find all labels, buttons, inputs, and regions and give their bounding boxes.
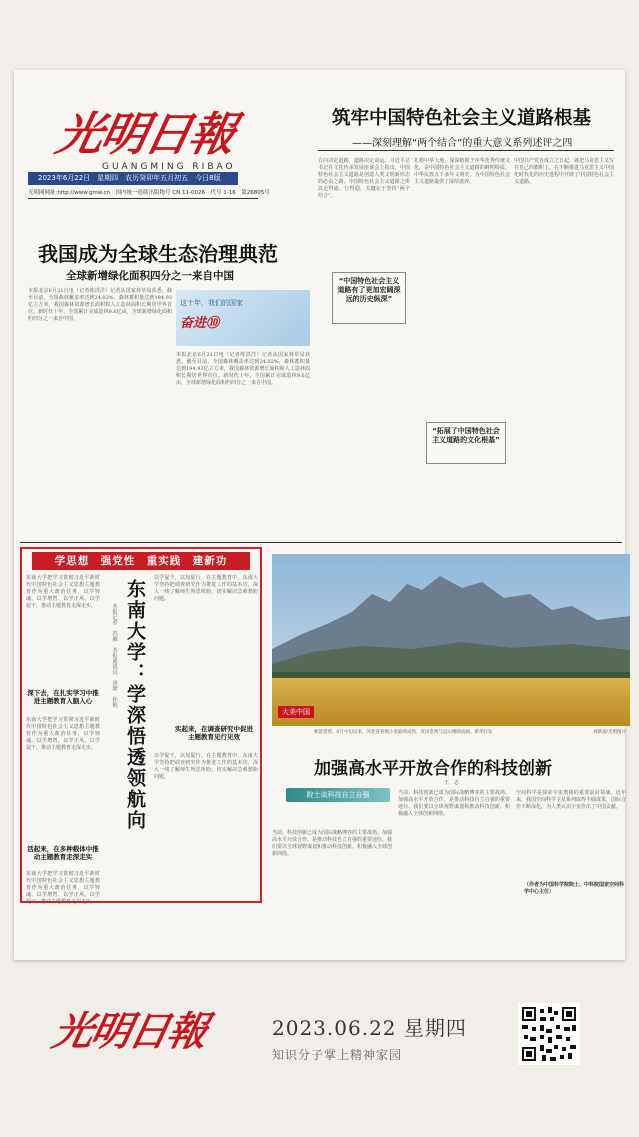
ecology-headline: 我国成为全球生态治理典范 — [38, 242, 278, 266]
innovation-headline: 加强高水平开放合作的科技创新 — [314, 759, 552, 779]
feature-subhead: 深下去，在扎实学习中推进主题教育入脑入心 — [27, 689, 99, 705]
date-bar: 2023年6月22日 星期四 农历癸卯年五月初五 今日8版 — [28, 172, 238, 185]
feature-title: 东南大学：学深悟透领航向 — [124, 579, 146, 831]
article-body: 以学促干，以知促行。在主题教育中，东南大学坚持把调查研究作为推进工作的基本功，深入一线了解师生所思所盼，切实解决急难愁盼问题。 — [154, 753, 258, 780]
series-pill: 院士谈科技自立自强 — [286, 788, 390, 802]
feature-subhead: 活起来，在多种载体中推动主题教育走深走实 — [27, 845, 99, 861]
article-body: 东南大学把学习贯彻习近平新时代中国特色社会主义思想主题教育作为重大政治任务，以学铸魂、以学增智、以学正风、以学促干，推动主题教育走深走实。 — [26, 717, 100, 751]
pull-quote: “拓展了中国特色社会主义道路的文化根基” — [426, 422, 506, 464]
article-body: 空间科学是探索宇宙奥秘的重要前沿领域。近年来，我国空间科学卫星系列取得丰硕成果，国际合作不断深化，为人类认识宇宙作出了中国贡献。 — [516, 790, 627, 810]
series-label — [272, 782, 396, 822]
photo-credit: 刘新富/光明图片 — [592, 730, 626, 735]
series-banner — [176, 290, 310, 346]
footer-slogan: 知识分子掌上精神家园 — [272, 1048, 403, 1062]
feature-byline: 本报记者 苏雁 本报通讯员 唐瑭 孙艳 — [111, 603, 117, 708]
article-body: 方向决定道路，道路决定命运。习近平总书记在文化传承发展座谈会上指出，中国特色社会主义道路是创造人类文明新形态的必由之路。中国特色社会主义道路之所以走得通、行得稳，关键在于坚持“两个结合”。 — [318, 158, 410, 199]
article-body: 东南大学把学习贯彻习近平新时代中国特色社会主义思想主题教育作为重大政治任务，以学铸魂、以学增智、以学正风、以学促干，推动主题教育走深走实。 — [26, 575, 100, 609]
photo-caption: 秋景遥望。6月中旬以来，河北省各地小麦陆续成熟，麦田金黄与远山相映成画。新华社发 — [314, 730, 493, 735]
mountain-wheatfield-image — [272, 554, 630, 726]
newspaper-page — [14, 70, 625, 960]
feature-box — [20, 547, 262, 903]
article-body: 以学促干，以知促行。在主题教育中，东南大学坚持把调查研究作为推进工作的基本功，深入一线了解师生所思所盼，切实解决急难愁盼问题。 — [154, 575, 258, 602]
article-body: 本报北京6月21日电（记者练洪洋）记者从国家林草局获悉，截至目前，全国森林覆盖率达到24.02%，森林蓄积量达到194.93亿立方米，我国森林资源增长面积和人工造林面积长期居世界首位。新时代十年，全国累计完成造林9.6亿亩，全球新增绿化面积约四分之一来自中国。 — [28, 288, 172, 322]
qr-code[interactable] — [518, 1003, 580, 1065]
top-story-headline: 筑牢中国特色社会主义道路根基 — [332, 108, 592, 129]
feature-banner: 学思想 强党性 重实践 建新功 — [32, 552, 250, 570]
ecology-subheadline: 全球新增绿化面积四分之一来自中国 — [66, 270, 234, 282]
divider — [318, 150, 614, 151]
top-story-subheadline: ——深刻理解“两个结合”的重大意义系列述评之四 — [352, 138, 573, 149]
series-banner-tag: 奋进⑩ — [180, 316, 220, 331]
footer-date: 2023.06.22 星期四 — [272, 1016, 467, 1040]
landscape-photo — [272, 554, 630, 726]
innovation-author: 王 志 — [444, 780, 460, 786]
article-body: 东南大学把学习贯彻习近平新时代中国特色社会主义思想主题教育作为重大政治任务，以学铸魂、以学增智、以学正风、以学促干，推动主题教育走深走实。 — [26, 871, 100, 905]
article-body: 当前，科技创新已成为国际战略博弈的主要战场。加强高水平开放合作，是推动科技自立自强的重要途径。我们要以全球视野谋划和推动科技创新，积极融入全球创新网络。 — [398, 790, 510, 817]
article-body: 当前，科技创新已成为国际战略博弈的主要战场。加强高水平开放合作，是推动科技自立自强的重要途径。我们要以全球视野谋划和推动科技创新，积极融入全球创新网络。 — [272, 830, 393, 857]
divider — [20, 542, 622, 543]
author-note: （作者为中国科学院院士、中科院国家空间科学中心主任） — [524, 882, 625, 895]
feature-subhead: 实起来，在调查研究中促进主题教育见行见效 — [175, 725, 253, 741]
masthead-pinyin: GUANGMING RIBAO — [102, 162, 236, 172]
article-body: 本报北京6月21日电（记者练洪洋）记者从国家林草局获悉，截至目前，全国森林覆盖率达到24.02%，森林蓄积量达到194.93亿立方米，我国森林资源增长面积和人工造林面积长期居世界首位。新时代十年，全国累计完成造林9.6亿亩，全球新增绿化面积约四分之一来自中国。 — [176, 352, 310, 386]
masthead-logo: 光明日報 — [51, 107, 240, 161]
article-body: 中国共产党自成立之日起，就把马克思主义写在自己的旗帜上，在不断推进马克思主义中国化时代化的历史进程中开辟了中国特色社会主义道路。 — [514, 158, 615, 185]
footer-logo: 光明日報 — [48, 1008, 211, 1055]
publication-info: 光明网网址:http://www.gmw.cn 国内统一连续出版物号 CN 11-0026 代号 1-16 第26805号 — [28, 190, 270, 196]
article-body: 扎根中华大地，深深植根于中华优秀传统文化，是中国特色社会主义道路的鲜明特质。中华民族五千多年文明史，为中国特色社会主义道路提供了深厚滋养。 — [414, 158, 510, 185]
pull-quote: “中国特色社会主义道路有了更加宏阔深远的历史纵深” — [332, 272, 406, 324]
photo-tag: 大美中国 — [278, 706, 314, 718]
series-banner-text: 这十年，我们的国家 — [180, 299, 243, 307]
qr-code-icon — [520, 1005, 578, 1063]
divider — [28, 198, 258, 199]
